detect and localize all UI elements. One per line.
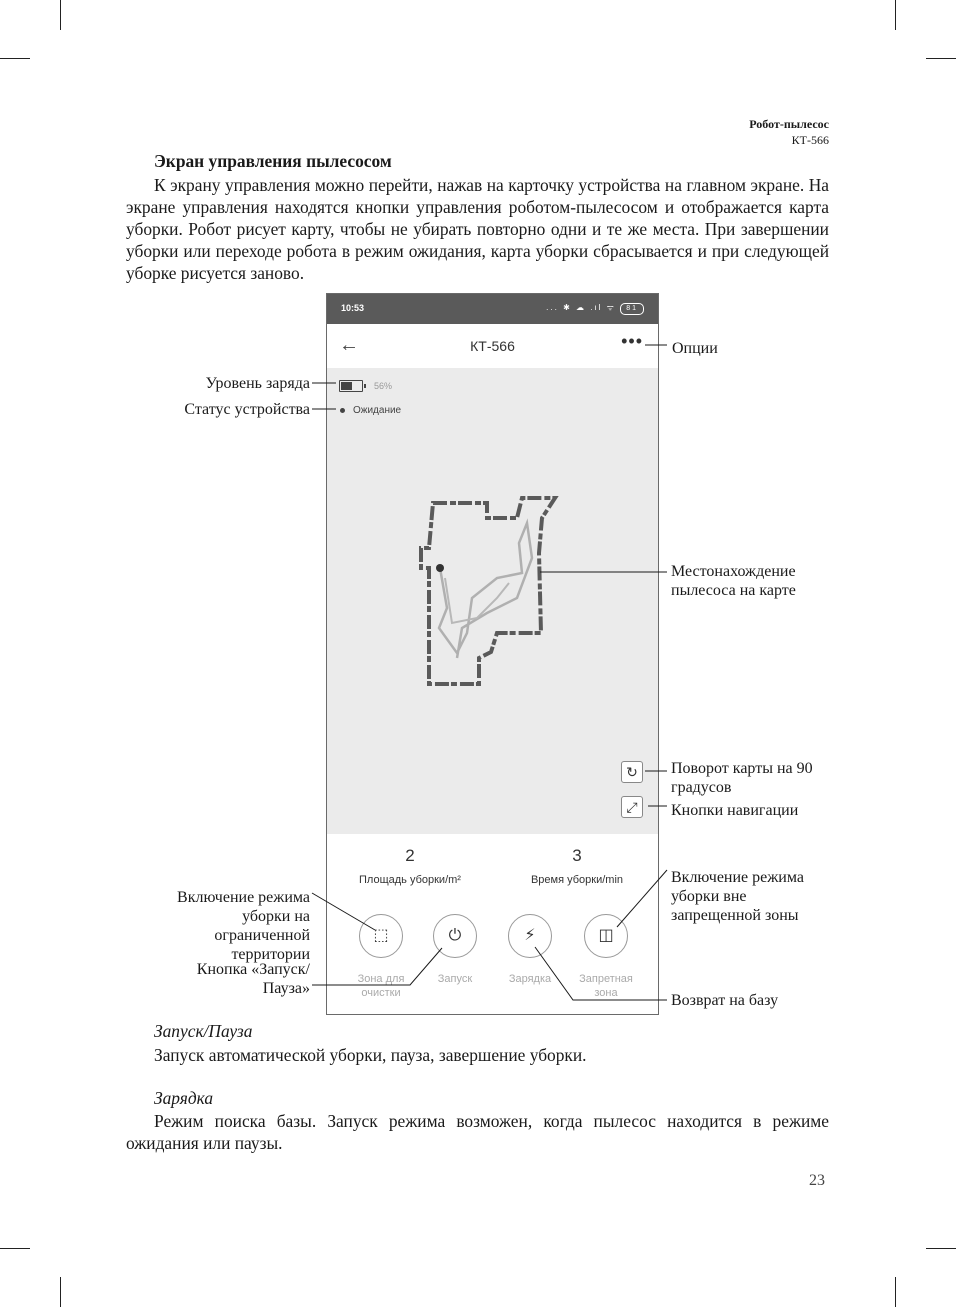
robot-position-icon (436, 564, 444, 572)
crop-mark (0, 1248, 30, 1249)
zone-icon: ⬚ (373, 927, 389, 944)
power-icon: ⏻ (448, 927, 462, 944)
crop-mark (0, 58, 30, 59)
page-number: 23 (809, 1172, 825, 1189)
forbidden-label: Запретная зона (579, 973, 633, 999)
status-bar (327, 294, 658, 324)
crop-mark (60, 1277, 61, 1307)
subsection-title: Зарядка (154, 1088, 214, 1108)
callout-options: Опции (672, 340, 718, 357)
map-path (445, 578, 509, 623)
map-path (439, 523, 532, 658)
running-header (749, 116, 829, 148)
callout-location: Местонахождение пылесоса на карте (671, 563, 796, 599)
callout-rotate: Поворот карты на 90 градусов (671, 760, 813, 796)
status-icon-glyphs: ... ✱ ☁ .ıl ᯤ (546, 303, 616, 312)
callout-forbidden-mode: Включение режима уборки вне запрещенной зоны (671, 869, 804, 924)
callout-charge-level: Уровень заряда (205, 375, 310, 392)
start-label: Запуск (437, 973, 473, 985)
callout-nav: Кнопки навигации (671, 802, 799, 819)
subsection-text: Режим поиска базы. Запуск режима возможен, когда пылесос находится в режиме ожидания или паузы. (126, 1111, 829, 1153)
crop-mark (60, 0, 61, 30)
device-title: КТ-566 (470, 338, 515, 354)
phone-battery-icon: 81 (620, 303, 644, 315)
time-label: Время уборки/min (530, 874, 624, 886)
cleaning-map (327, 368, 659, 834)
status-icons (546, 302, 644, 315)
charge-label: Зарядка (508, 973, 552, 985)
callout-device-status: Статус устройства (184, 401, 310, 418)
map-area (327, 368, 658, 834)
crop-mark (926, 1248, 956, 1249)
header-model: КТ-566 (791, 133, 829, 147)
rotate-map-icon[interactable]: ↻ (621, 761, 643, 783)
callout-start-pause: Кнопка «Запуск/Пауза» (196, 961, 310, 997)
charge-button[interactable] (508, 914, 552, 958)
zone-button[interactable] (359, 914, 403, 958)
forbidden-zone-icon: ◫ (598, 927, 614, 944)
callout-zone-mode: Включение режима уборки на ограниченной территории (177, 889, 310, 963)
intro-paragraph: К экрану управления можно перейти, нажав на карточку устройства на главном экране. На экране управления находятся кнопки управления роботом-пылесосом и отображается карта уборки. Робот рисует карту, чтобы не убирать повторно одни и те же места. При завершении уборки или переходе робота в режим ожидания, карта уборки сбрасывается и при следующей уборке рисуется заново. (126, 175, 829, 283)
charge-icon: ⚡ (524, 927, 536, 944)
battery-percent: 56% (374, 381, 393, 391)
forbidden-zone-button[interactable] (584, 914, 628, 958)
crop-mark (895, 1277, 896, 1307)
header-product: Робот-пылесос (749, 117, 829, 131)
area-value: 2 (405, 846, 415, 865)
time-value: 3 (572, 846, 582, 865)
more-options-icon[interactable]: ••• (621, 331, 643, 351)
start-button[interactable] (433, 914, 477, 958)
subsection-text: Запуск автоматической уборки, пауза, завершение уборки. (154, 1045, 587, 1065)
callout-return-base: Возврат на базу (671, 992, 779, 1009)
crop-mark (895, 0, 896, 30)
status-time: 10:53 (341, 303, 365, 313)
area-label: Площадь уборки/m² (359, 874, 461, 886)
phone-screenshot (326, 293, 659, 1015)
device-status: Ожидание (353, 405, 402, 416)
app-titlebar (327, 324, 658, 368)
map-walls (421, 498, 555, 684)
section-title: Экран управления пылесосом (154, 151, 392, 171)
back-arrow-icon[interactable]: ← (339, 334, 359, 356)
navigation-icon[interactable]: ⤢ (621, 796, 643, 818)
crop-mark (926, 58, 956, 59)
bottom-panel (327, 834, 658, 1015)
subsection-title: Запуск/Пауза (154, 1021, 253, 1041)
zone-label: Зона для очистки (357, 973, 405, 999)
